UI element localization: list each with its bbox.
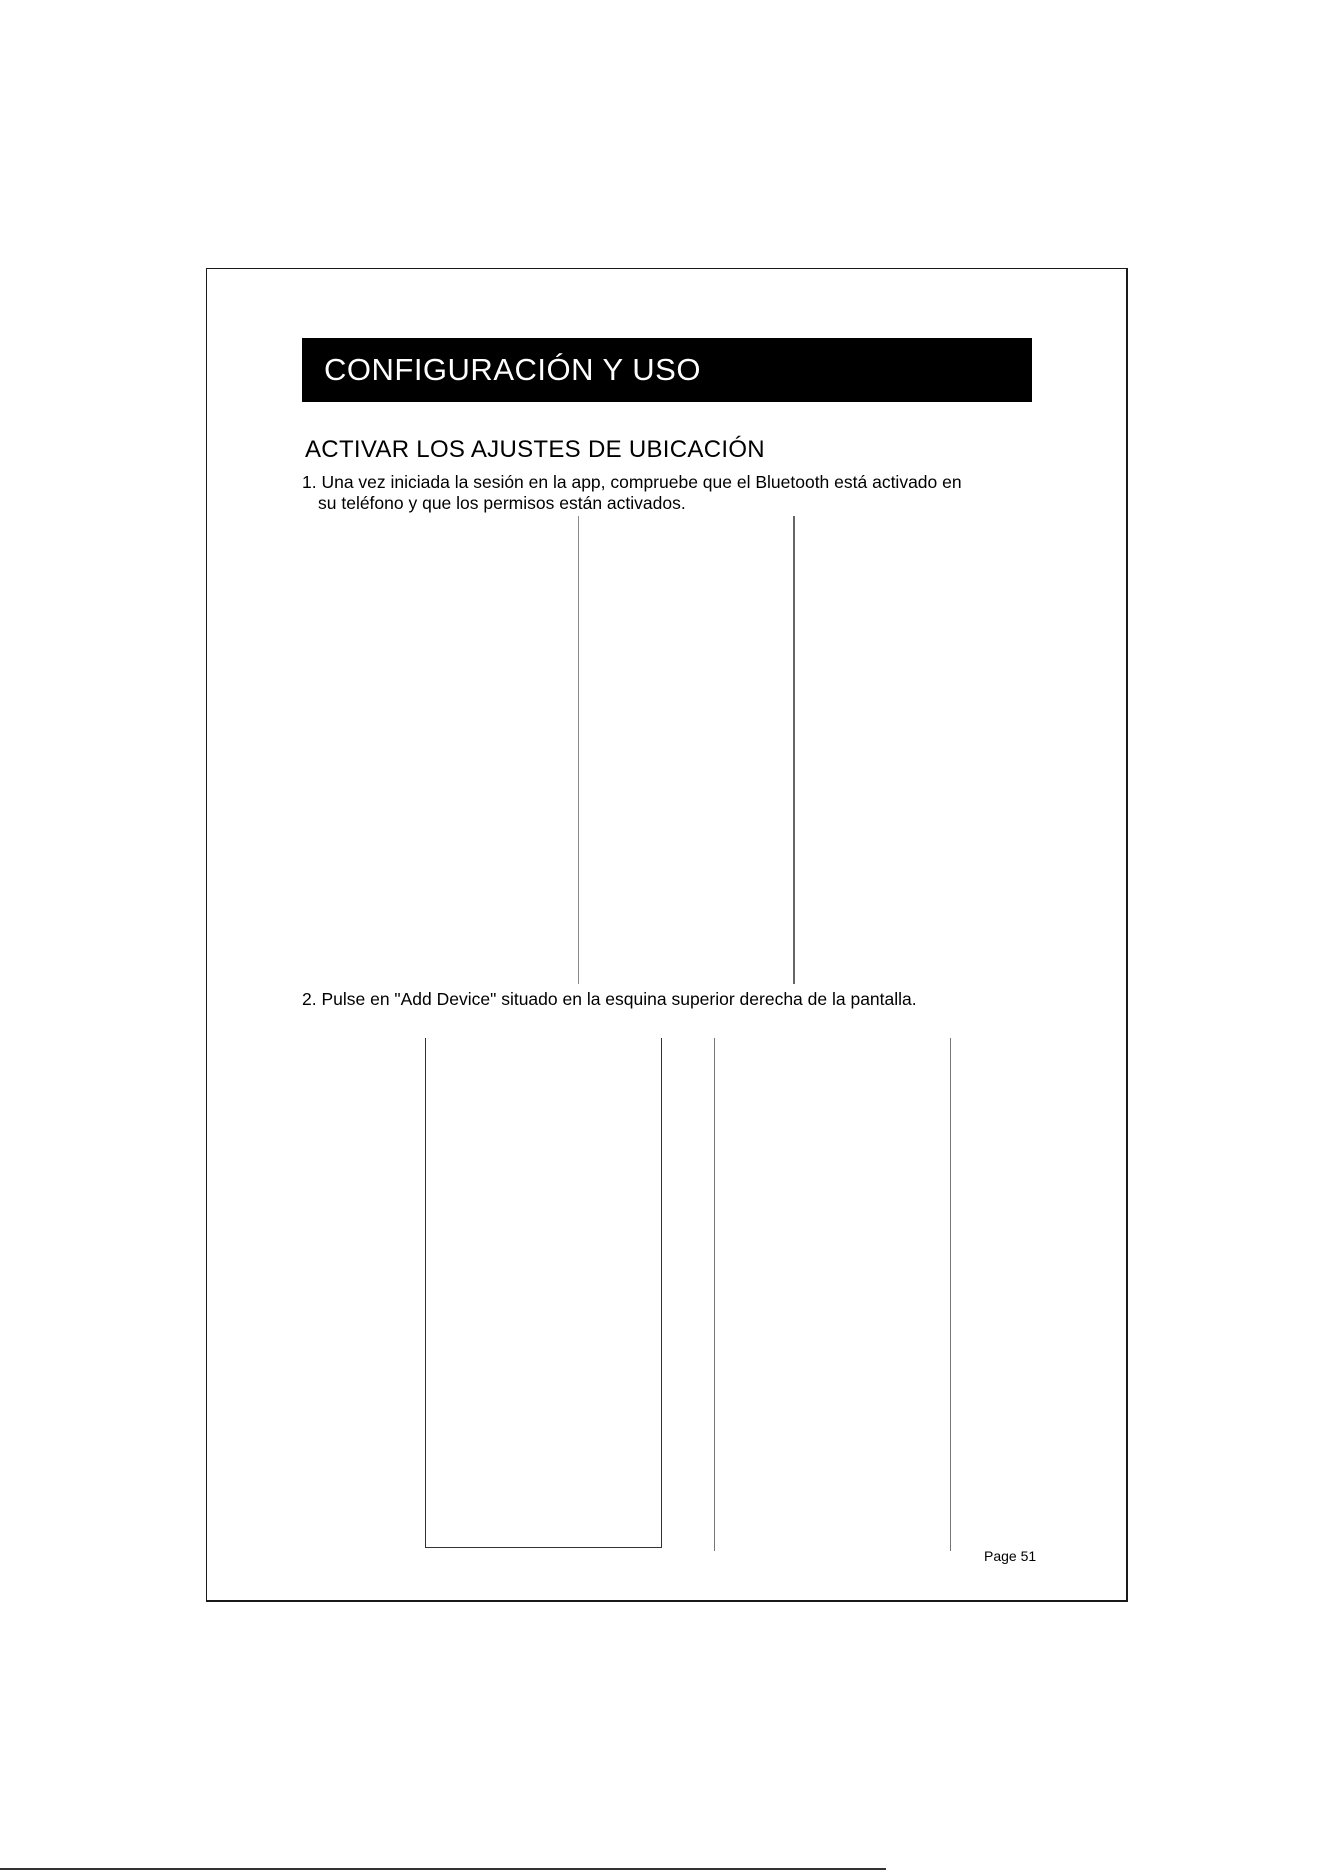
screenshot-divider-2 bbox=[793, 516, 795, 984]
section-title: ACTIVAR LOS AJUSTES DE UBICACIÓN bbox=[305, 436, 765, 463]
step-1-text bbox=[302, 472, 1042, 514]
page-title: CONFIGURACIÓN Y USO bbox=[324, 352, 701, 387]
step-1-line-2: su teléfono y que los permisos están activados. bbox=[318, 493, 686, 513]
bottom-rule bbox=[0, 1868, 886, 1870]
phone-screenshot-frame bbox=[425, 1038, 662, 1548]
screenshot-divider-4 bbox=[950, 1038, 951, 1551]
screenshot-divider-1 bbox=[578, 516, 579, 984]
header-bar bbox=[302, 338, 1032, 402]
step-1-line-1: 1. Una vez iniciada la sesión en la app, compruebe que el Bluetooth está activado en bbox=[302, 472, 962, 492]
page-frame bbox=[206, 268, 1128, 1602]
step-2-text bbox=[302, 989, 1042, 1010]
step-2-line-1: 2. Pulse en "Add Device" situado en la esquina superior derecha de la pantalla. bbox=[302, 989, 917, 1009]
screenshot-divider-3 bbox=[714, 1038, 715, 1551]
page-number: Page 51 bbox=[984, 1548, 1037, 1564]
